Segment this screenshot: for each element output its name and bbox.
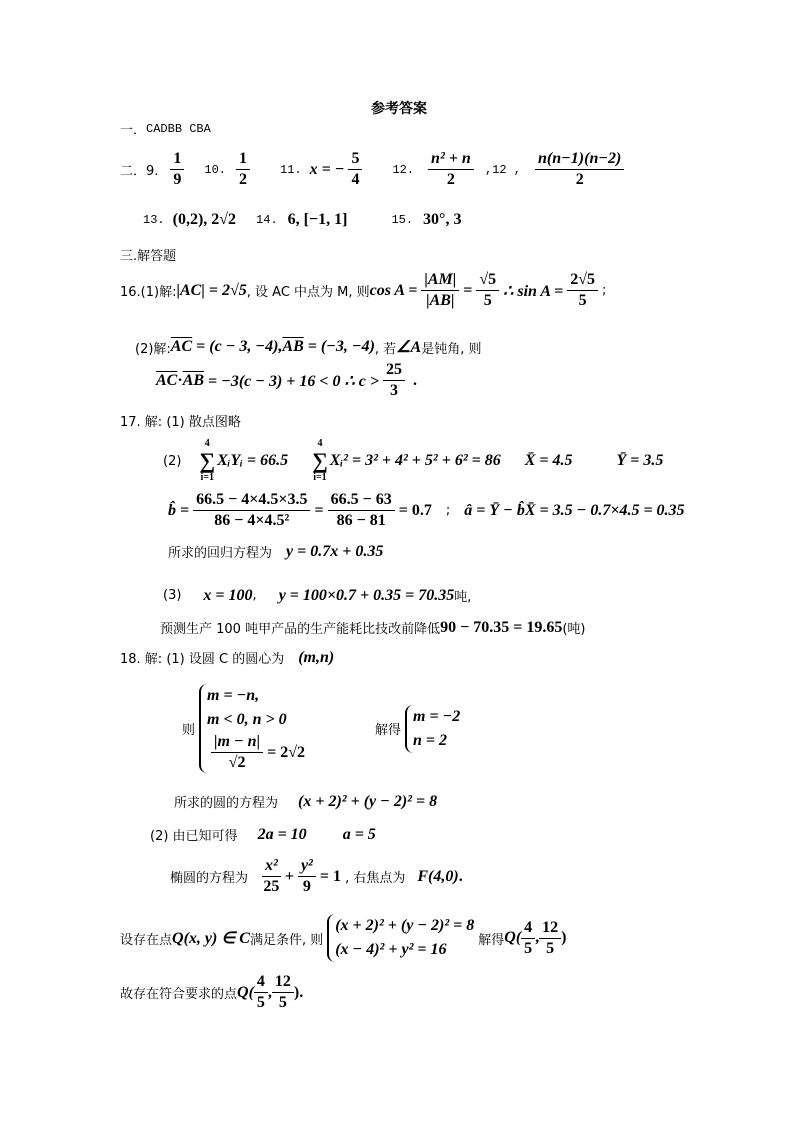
unit: (吨) xyxy=(562,622,586,637)
vector-ac: $\overline{AC}$ xyxy=(156,371,178,389)
b-hat: b̂ = xyxy=(168,501,190,519)
plus: + xyxy=(284,867,294,885)
b-fraction-2: $\frac{66.5 - 63}{86 - 81}$ xyxy=(328,490,395,531)
q18-ellipse xyxy=(170,856,463,897)
period: . xyxy=(408,371,417,389)
q-y-fraction: 12 5 xyxy=(272,972,294,1013)
semicolon: ; xyxy=(445,503,451,518)
section-1 xyxy=(120,119,211,138)
b-fraction-1: $\frac{66.5 - 4\times 4.5\times 3.5}{\text{86 − 4×4.5²}}$ xyxy=(193,490,310,531)
q17-label: 17. 解: (1) 散点图略 xyxy=(120,415,241,430)
q9-fraction: 1 9 xyxy=(170,149,184,190)
equation-system-1: m = −n, m < 0, n > 0 $\frac{|m - n|}{√2}$ = 2√2 xyxy=(199,684,305,773)
y-value: y = 100×0.7 + 0.35 = 70.35 xyxy=(278,586,455,604)
part-label: (2) xyxy=(163,453,182,469)
focus-label: , 右焦点为 xyxy=(340,871,406,886)
a-value: a = 5 xyxy=(342,825,376,843)
sum-x2: Xᵢ² = 3² + 4² + 5² + 6² = 86 xyxy=(329,452,501,469)
section-label: 一． xyxy=(120,123,147,138)
q18-label xyxy=(120,648,334,667)
prediction-value: 90 − 70.35 = 19.65 xyxy=(440,618,563,636)
section-2 xyxy=(120,149,628,190)
comma: , xyxy=(252,588,257,603)
equals: = xyxy=(314,501,324,519)
q18-circle-equation xyxy=(174,792,437,811)
q12-fraction-a: n² + n 2 xyxy=(428,149,474,190)
q-y-fraction: 12 5 xyxy=(539,918,561,959)
q16-part1 xyxy=(120,270,606,311)
q12-separator: ,12 , xyxy=(477,162,521,177)
vector-ac: $\overline{AC}$ xyxy=(170,338,193,355)
point-q: Q(x, y) ∈ C xyxy=(172,930,250,947)
section-3-heading: 三.解答题 xyxy=(120,249,177,264)
circle-equation: (x + 2)² + (y − 2)² = 8 xyxy=(298,792,438,810)
q17-part2-sums xyxy=(163,438,663,484)
q10-fraction: 1 2 xyxy=(236,149,250,190)
section-2-row-2 xyxy=(143,211,461,229)
q18-text: 18. 解: (1) 设圆 C 的圆心为 xyxy=(120,652,285,667)
q16-part2 xyxy=(135,337,481,357)
label: 椭圆的方程为 xyxy=(170,871,249,886)
cos-a: cos A = xyxy=(369,281,418,299)
q-close: ) xyxy=(293,983,300,1001)
q11-fraction: $\frac{5}{4}$ xyxy=(348,149,362,190)
q16-part2-inequality xyxy=(156,360,417,401)
label: 所求的圆的方程为 xyxy=(174,796,279,811)
y-fraction: $\frac{\text{y²}}{9}$ xyxy=(298,856,316,897)
q18-part2 xyxy=(150,825,376,844)
q16-label: 16.(1)解: xyxy=(120,285,177,300)
q14-answer: 6, [−1, 1] xyxy=(287,211,348,228)
equation-system-2: m = −2 n = 2 xyxy=(405,705,460,753)
label: 设存在点 xyxy=(120,932,173,948)
x-fraction: x² 25 xyxy=(263,857,280,895)
sum-xy: XᵢYᵢ = 66.5 xyxy=(217,452,289,469)
label: (2) 由已知可得 xyxy=(150,829,238,844)
prediction-text: 预测生产 100 吨甲产品的生产能耗比技改前降低 xyxy=(160,622,441,637)
q10-label: 10. xyxy=(204,162,227,177)
circle-center: (m,n) xyxy=(298,648,335,666)
text: 是钝角, 则 xyxy=(421,341,482,357)
ac-length: |AC| = 2√5 xyxy=(176,281,247,299)
vector-ac-value: = (c − 3, −4), xyxy=(192,338,283,355)
q13-label: 13. xyxy=(143,213,165,227)
equals: = xyxy=(463,281,473,299)
q11-answer: x = − xyxy=(309,160,345,178)
q15-label: 15. xyxy=(391,213,414,227)
sigma-2: 4 ∑ i=1 xyxy=(312,438,328,483)
q-open: Q( xyxy=(504,929,522,946)
q17-regression xyxy=(168,542,383,561)
x-mean: X̄ = 4.5 xyxy=(524,452,573,469)
comma: , xyxy=(267,983,272,1001)
sqrt5-fraction: $\frac{√5}{5}$ xyxy=(476,270,499,311)
vector-ab-value: = (−3, −4) xyxy=(303,338,375,355)
q16-text: , 设 AC 中点为 M, 则 xyxy=(246,285,370,300)
unit: 吨, xyxy=(454,590,472,605)
sigma-1: 4 ∑ i=1 xyxy=(199,438,216,483)
page-title: 参考答案 xyxy=(371,101,427,117)
q-open: Q( xyxy=(237,983,254,1001)
q9-label: 二．9. xyxy=(120,164,159,179)
angle-a: ∠A xyxy=(396,339,422,356)
period: . xyxy=(299,983,304,1001)
semicolon: ; xyxy=(602,283,607,298)
then: 则 xyxy=(182,723,196,738)
q12-fraction-b: n(n−1)(n−2) 2 xyxy=(535,149,624,190)
q15-answer: 30°, 3 xyxy=(423,211,462,228)
condition: 满足条件, 则 xyxy=(249,932,324,948)
q18-system xyxy=(182,684,464,773)
q17-coefficients xyxy=(168,490,685,531)
inequality: = −3(c − 3) + 16 < 0 ∴ c > xyxy=(204,372,379,390)
x-value: x = 100 xyxy=(203,586,253,604)
dot: · xyxy=(177,371,183,389)
q16-part2-label: (2)解: xyxy=(135,341,171,357)
a-hat: â = Ȳ − b̂X̄ = 3.5 − 0.7×4.5 = 0.35 xyxy=(464,501,685,519)
q11-label: 11. xyxy=(280,162,302,177)
q18-conclusion xyxy=(120,972,303,1013)
q13-answer: (0,2), 2√2 xyxy=(172,211,237,228)
q17-part3 xyxy=(163,586,471,605)
regression-equation: y = 0.7x + 0.35 xyxy=(286,542,384,560)
q-x-fraction: 4 5 xyxy=(521,918,535,959)
major-axis: 2a = 10 xyxy=(257,825,307,843)
q18-existence xyxy=(120,914,567,962)
focus: F(4,0) xyxy=(417,867,459,885)
equals-one: = 1 xyxy=(319,867,341,885)
q12-label: 12. xyxy=(392,162,415,177)
q-close: ) xyxy=(561,929,567,946)
q17-prediction xyxy=(160,618,585,637)
solve: 解得 xyxy=(478,932,505,948)
sin-fraction: $\frac{2√5}{5}$ xyxy=(567,270,598,311)
q14-label: 14. xyxy=(256,213,278,227)
vector-ab: $\overline{AB}$ xyxy=(182,371,205,389)
comma: , xyxy=(535,929,540,946)
cos-fraction: $\frac{|AM|}{|AB|}$ xyxy=(421,270,459,311)
c-bound-fraction: 25 3 xyxy=(383,360,405,401)
part-label: (3) xyxy=(163,588,182,603)
conclusion-text: 故存在符合要求的点 xyxy=(120,987,238,1002)
text: , 若 xyxy=(374,341,397,357)
sin-a: ∴ sin A = xyxy=(503,282,564,300)
b-value: = 0.7 xyxy=(398,501,432,519)
period: . xyxy=(458,867,463,885)
vector-ab: $\overline{AB}$ xyxy=(282,338,304,355)
label: 所求的回归方程为 xyxy=(168,546,273,561)
choice-answers: CADBB CBA xyxy=(146,121,211,136)
q-x-fraction: 4 5 xyxy=(254,972,268,1013)
equation-system-3: (x + 2)² + (y − 2)² = 8 (x − 4)² + y² = 16 xyxy=(327,914,474,962)
solve: 解得 xyxy=(375,723,402,738)
y-mean: Ȳ = 3.5 xyxy=(616,452,664,469)
